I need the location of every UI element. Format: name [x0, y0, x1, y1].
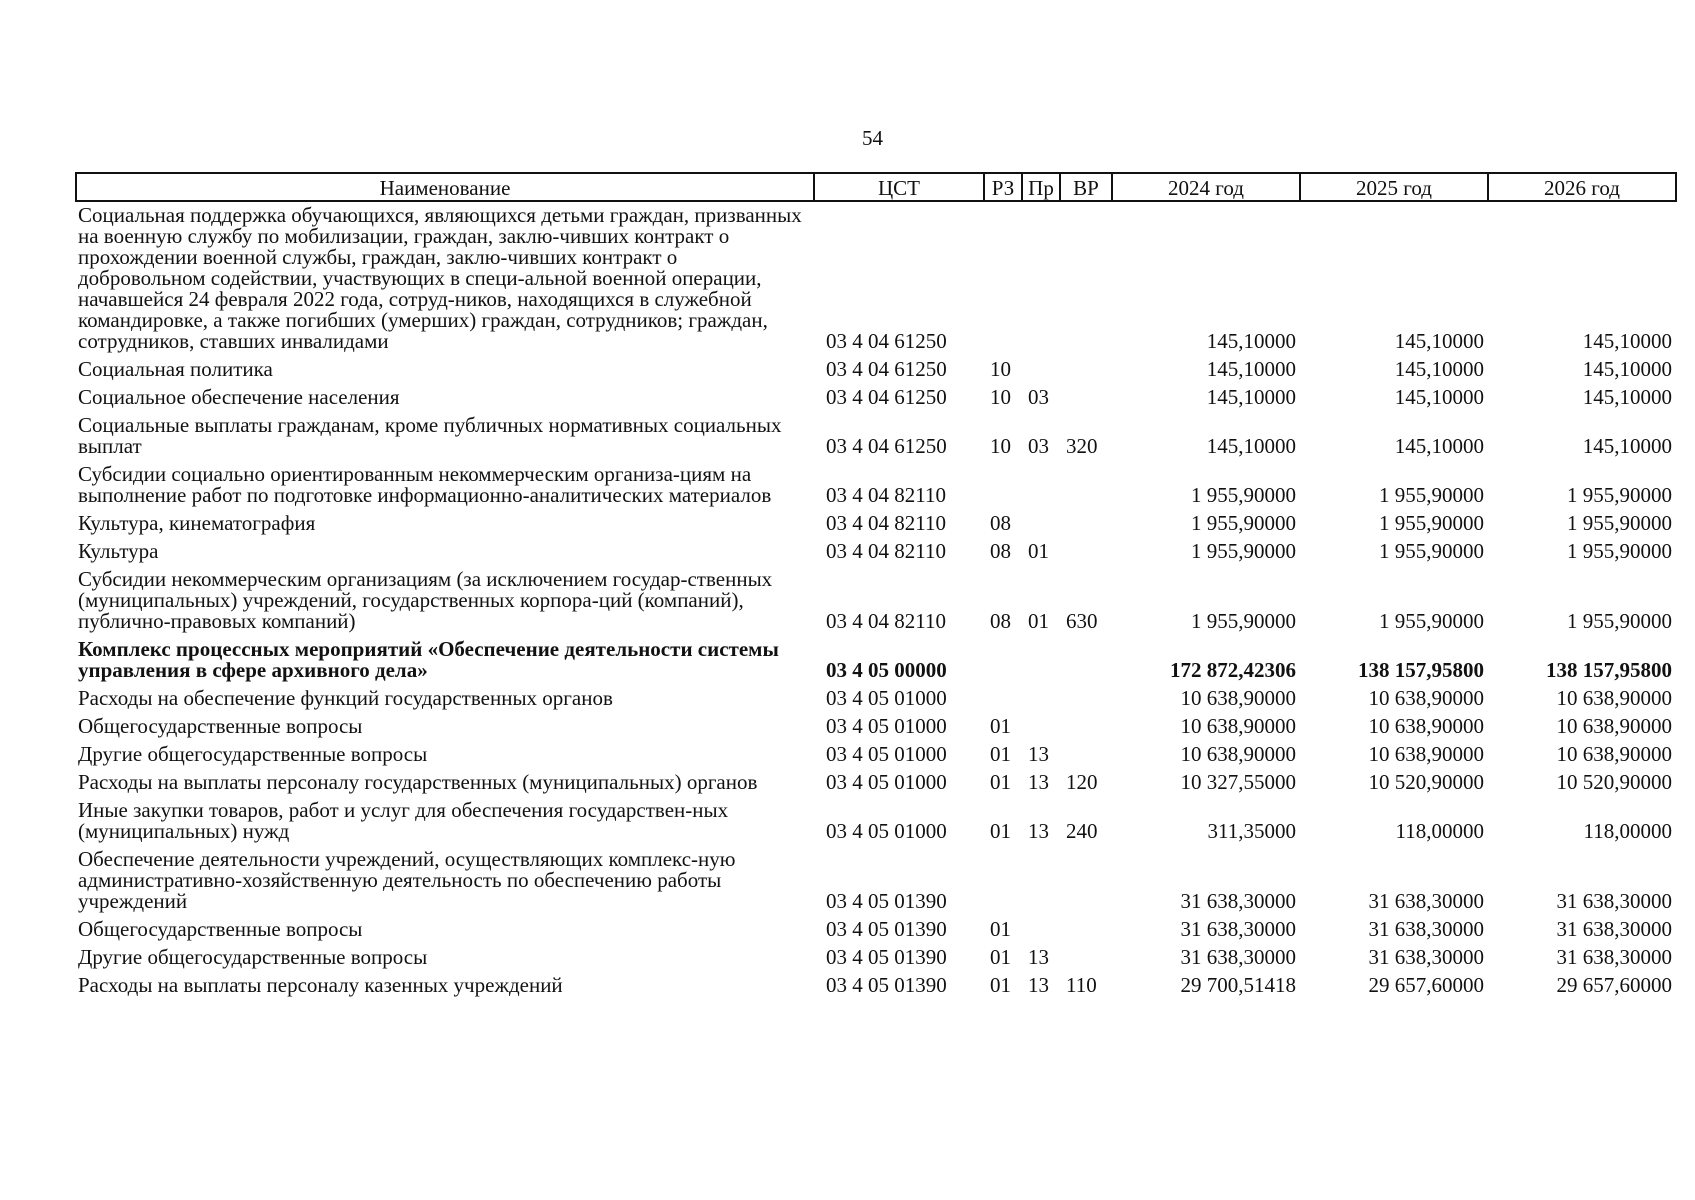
- cell-rz: [984, 636, 1022, 685]
- cell-2025: 1 955,90000: [1379, 539, 1484, 563]
- header-pr: Пр: [1022, 173, 1060, 201]
- page-number: 54: [862, 126, 883, 150]
- cell-2025: 145,10000: [1394, 434, 1484, 458]
- cell-2025: 10 520,90000: [1368, 770, 1484, 794]
- cell-2026: 31 638,30000: [1556, 945, 1672, 969]
- cell-cst: 03 4 04 82110: [826, 609, 946, 633]
- cell-vr: [1060, 510, 1112, 538]
- cell-pr: 13: [1028, 945, 1049, 969]
- cell-name: Социальная поддержка обучающихся, являющихся детьми граждан, призванных на военную службу по мобилизации, граждан, заклю-чивших контракт о прохождении военной службы, граждан, заклю-чивших контракт о добровольном содействии, участвующих в специ-альной военной операции, начавшейся 24 февраля 2022 года, сотруд-ников, находящихся в служебной командировке, а также погибших (умерших) граждан, сотрудников; граждан, сотрудников, ставших инвалидами: [78, 203, 802, 353]
- cell-name: Комплекс процессных мероприятий «Обеспечение деятельности системы управления в сфере архивного дела»: [78, 637, 779, 682]
- cell-name: Субсидии социально ориентированным некоммерческим организа-циям на выполнение работ по подготовке информационно-аналитических материалов: [78, 462, 772, 507]
- cell-pr: 13: [1028, 742, 1049, 766]
- cell-rz: 01: [990, 973, 1011, 997]
- cell-cst: 03 4 05 01000: [826, 686, 947, 710]
- cell-name: Иные закупки товаров, работ и услуг для обеспечения государствен-ных (муниципальных) нужд: [78, 798, 729, 843]
- cell-2024: 145,10000: [1206, 329, 1296, 353]
- cell-vr: [1060, 685, 1112, 713]
- cell-2025: 10 638,90000: [1368, 686, 1484, 710]
- cell-rz: 01: [990, 917, 1011, 941]
- cell-vr: [1060, 944, 1112, 972]
- cell-2024: 31 638,30000: [1180, 889, 1296, 913]
- cell-2026: 1 955,90000: [1567, 511, 1672, 535]
- cell-rz: 10: [990, 385, 1011, 409]
- cell-vr: [1060, 741, 1112, 769]
- table-row: [76, 538, 1676, 566]
- cell-2026: 145,10000: [1582, 434, 1672, 458]
- table-row: [76, 972, 1676, 1000]
- table-row: [76, 461, 1676, 510]
- cell-2026: 1 955,90000: [1567, 609, 1672, 633]
- cell-2026: 10 638,90000: [1556, 714, 1672, 738]
- cell-2026: 29 657,60000: [1556, 973, 1672, 997]
- cell-vr: 110: [1066, 973, 1097, 997]
- header-vr: ВР: [1060, 173, 1112, 201]
- cell-cst: 03 4 04 82110: [826, 511, 946, 535]
- cell-cst: 03 4 05 01390: [826, 945, 947, 969]
- cell-cst: 03 4 04 61250: [826, 385, 947, 409]
- cell-rz: 01: [990, 819, 1011, 843]
- cell-2025: 31 638,30000: [1368, 945, 1484, 969]
- header-name: Наименование: [76, 173, 814, 201]
- cell-cst: 03 4 04 61250: [826, 329, 947, 353]
- cell-pr: [1022, 846, 1060, 916]
- table-row: [76, 384, 1676, 412]
- cell-name: Социальное обеспечение населения: [78, 385, 400, 409]
- cell-2026: 145,10000: [1582, 329, 1672, 353]
- cell-cst: 03 4 04 82110: [826, 539, 946, 563]
- header-rz: РЗ: [984, 173, 1022, 201]
- cell-cst: 03 4 04 61250: [826, 357, 947, 381]
- cell-pr: [1022, 685, 1060, 713]
- cell-2026: 10 638,90000: [1556, 742, 1672, 766]
- cell-vr: [1060, 636, 1112, 685]
- cell-name: Культура, кинематография: [78, 511, 316, 535]
- cell-2024: 172 872,42306: [1170, 658, 1296, 682]
- cell-2025: 10 638,90000: [1368, 742, 1484, 766]
- cell-pr: [1022, 201, 1060, 356]
- cell-2024: 1 955,90000: [1191, 483, 1296, 507]
- cell-2024: 1 955,90000: [1191, 539, 1296, 563]
- cell-cst: 03 4 05 01000: [826, 742, 947, 766]
- table-row: [76, 685, 1676, 713]
- cell-vr: [1060, 201, 1112, 356]
- cell-pr: [1022, 713, 1060, 741]
- cell-vr: [1060, 384, 1112, 412]
- cell-name: Расходы на выплаты персоналу казенных учреждений: [78, 973, 563, 997]
- header-2026: 2026 год: [1488, 173, 1676, 201]
- cell-name: Общегосударственные вопросы: [78, 917, 363, 941]
- table-row: [76, 769, 1676, 797]
- cell-pr: 01: [1028, 539, 1049, 563]
- cell-2025: 10 638,90000: [1368, 714, 1484, 738]
- cell-2025: 31 638,30000: [1368, 889, 1484, 913]
- cell-2025: 1 955,90000: [1379, 609, 1484, 633]
- cell-vr: 120: [1066, 770, 1098, 794]
- cell-2024: 311,35000: [1207, 819, 1296, 843]
- cell-2024: 145,10000: [1206, 434, 1296, 458]
- header-2024: 2024 год: [1112, 173, 1300, 201]
- cell-2024: 31 638,30000: [1180, 945, 1296, 969]
- table-row: [76, 916, 1676, 944]
- cell-vr: 630: [1066, 609, 1098, 633]
- cell-2024: 145,10000: [1206, 385, 1296, 409]
- cell-2025: 145,10000: [1394, 385, 1484, 409]
- table-row: [76, 201, 1676, 356]
- cell-2026: 31 638,30000: [1556, 889, 1672, 913]
- cell-vr: [1060, 461, 1112, 510]
- cell-rz: [984, 461, 1022, 510]
- cell-2024: 10 638,90000: [1180, 714, 1296, 738]
- cell-vr: [1060, 846, 1112, 916]
- cell-vr: [1060, 538, 1112, 566]
- cell-rz: 01: [990, 770, 1011, 794]
- cell-name: Общегосударственные вопросы: [78, 714, 363, 738]
- cell-2026: 118,00000: [1583, 819, 1672, 843]
- cell-2024: 1 955,90000: [1191, 511, 1296, 535]
- cell-vr: 320: [1066, 434, 1098, 458]
- cell-name: Социальные выплаты гражданам, кроме публичных нормативных социальных выплат: [78, 413, 782, 458]
- cell-2026: 145,10000: [1582, 357, 1672, 381]
- table-row: [76, 412, 1676, 461]
- cell-cst: 03 4 05 01390: [826, 917, 947, 941]
- budget-table: [75, 172, 1677, 1000]
- cell-2025: 145,10000: [1394, 357, 1484, 381]
- cell-cst: 03 4 05 01000: [826, 819, 947, 843]
- cell-pr: [1022, 916, 1060, 944]
- cell-cst: 03 4 05 00000: [826, 658, 947, 682]
- cell-rz: 08: [990, 511, 1011, 535]
- cell-pr: 01: [1028, 609, 1049, 633]
- cell-cst: 03 4 05 01390: [826, 973, 947, 997]
- cell-name: Культура: [78, 539, 159, 563]
- table-row: [76, 566, 1676, 636]
- cell-cst: 03 4 05 01000: [826, 770, 947, 794]
- cell-name: Другие общегосударственные вопросы: [78, 742, 428, 766]
- cell-rz: [984, 201, 1022, 356]
- header-2025: 2025 год: [1300, 173, 1488, 201]
- cell-name: Обеспечение деятельности учреждений, осуществляющих комплекс-ную административно-хозяйственную деятельность по обеспечению работы учреждений: [78, 847, 736, 913]
- cell-pr: 13: [1028, 973, 1049, 997]
- header-cst: ЦСТ: [814, 173, 984, 201]
- cell-rz: 10: [990, 357, 1011, 381]
- cell-rz: 01: [990, 945, 1011, 969]
- cell-2024: 10 327,55000: [1180, 770, 1296, 794]
- cell-pr: [1022, 510, 1060, 538]
- cell-2025: 1 955,90000: [1379, 511, 1484, 535]
- cell-2025: 145,10000: [1394, 329, 1484, 353]
- cell-2025: 138 157,95800: [1358, 658, 1484, 682]
- cell-vr: 240: [1066, 819, 1098, 843]
- cell-vr: [1060, 356, 1112, 384]
- cell-pr: [1022, 356, 1060, 384]
- cell-2025: 1 955,90000: [1379, 483, 1484, 507]
- cell-2026: 31 638,30000: [1556, 917, 1672, 941]
- cell-rz: 08: [990, 539, 1011, 563]
- cell-2024: 1 955,90000: [1191, 609, 1296, 633]
- cell-rz: 10: [990, 434, 1011, 458]
- cell-rz: 01: [990, 742, 1011, 766]
- cell-2025: 118,00000: [1395, 819, 1484, 843]
- cell-pr: [1022, 461, 1060, 510]
- table-row: [76, 713, 1676, 741]
- table-body: [76, 201, 1676, 1000]
- cell-pr: 03: [1028, 385, 1049, 409]
- cell-cst: 03 4 04 61250: [826, 434, 947, 458]
- cell-2026: 145,10000: [1582, 385, 1672, 409]
- cell-cst: 03 4 04 82110: [826, 483, 946, 507]
- cell-vr: [1060, 916, 1112, 944]
- table-row: [76, 944, 1676, 972]
- cell-name: Социальная политика: [78, 357, 273, 381]
- cell-rz: [984, 846, 1022, 916]
- cell-2024: 10 638,90000: [1180, 742, 1296, 766]
- cell-2024: 145,10000: [1206, 357, 1296, 381]
- cell-name: Расходы на выплаты персоналу государственных (муниципальных) органов: [78, 770, 758, 794]
- cell-vr: [1060, 713, 1112, 741]
- cell-pr: 13: [1028, 819, 1049, 843]
- table-header-row: [76, 173, 1676, 201]
- cell-2024: 31 638,30000: [1180, 917, 1296, 941]
- cell-2026: 10 638,90000: [1556, 686, 1672, 710]
- cell-2024: 10 638,90000: [1180, 686, 1296, 710]
- cell-cst: 03 4 05 01000: [826, 714, 947, 738]
- cell-2025: 29 657,60000: [1368, 973, 1484, 997]
- table-row: [76, 510, 1676, 538]
- table-row: [76, 846, 1676, 916]
- cell-2026: 1 955,90000: [1567, 539, 1672, 563]
- cell-pr: 03: [1028, 434, 1049, 458]
- cell-pr: 13: [1028, 770, 1049, 794]
- cell-name: Расходы на обеспечение функций государственных органов: [78, 686, 613, 710]
- cell-name: Другие общегосударственные вопросы: [78, 945, 428, 969]
- cell-cst: 03 4 05 01390: [826, 889, 947, 913]
- cell-pr: [1022, 636, 1060, 685]
- cell-rz: [984, 685, 1022, 713]
- table-row: [76, 636, 1676, 685]
- table-row: [76, 797, 1676, 846]
- table-row: [76, 741, 1676, 769]
- cell-2024: 29 700,51418: [1180, 973, 1296, 997]
- cell-2026: 10 520,90000: [1556, 770, 1672, 794]
- table-row: [76, 356, 1676, 384]
- cell-name: Субсидии некоммерческим организациям (за исключением государ-ственных (муниципальных) учреждений, государственных корпора-ций (компаний), публично-правовых компаний): [78, 567, 773, 633]
- cell-2025: 31 638,30000: [1368, 917, 1484, 941]
- cell-2026: 1 955,90000: [1567, 483, 1672, 507]
- cell-2026: 138 157,95800: [1546, 658, 1672, 682]
- cell-rz: 01: [990, 714, 1011, 738]
- cell-rz: 08: [990, 609, 1011, 633]
